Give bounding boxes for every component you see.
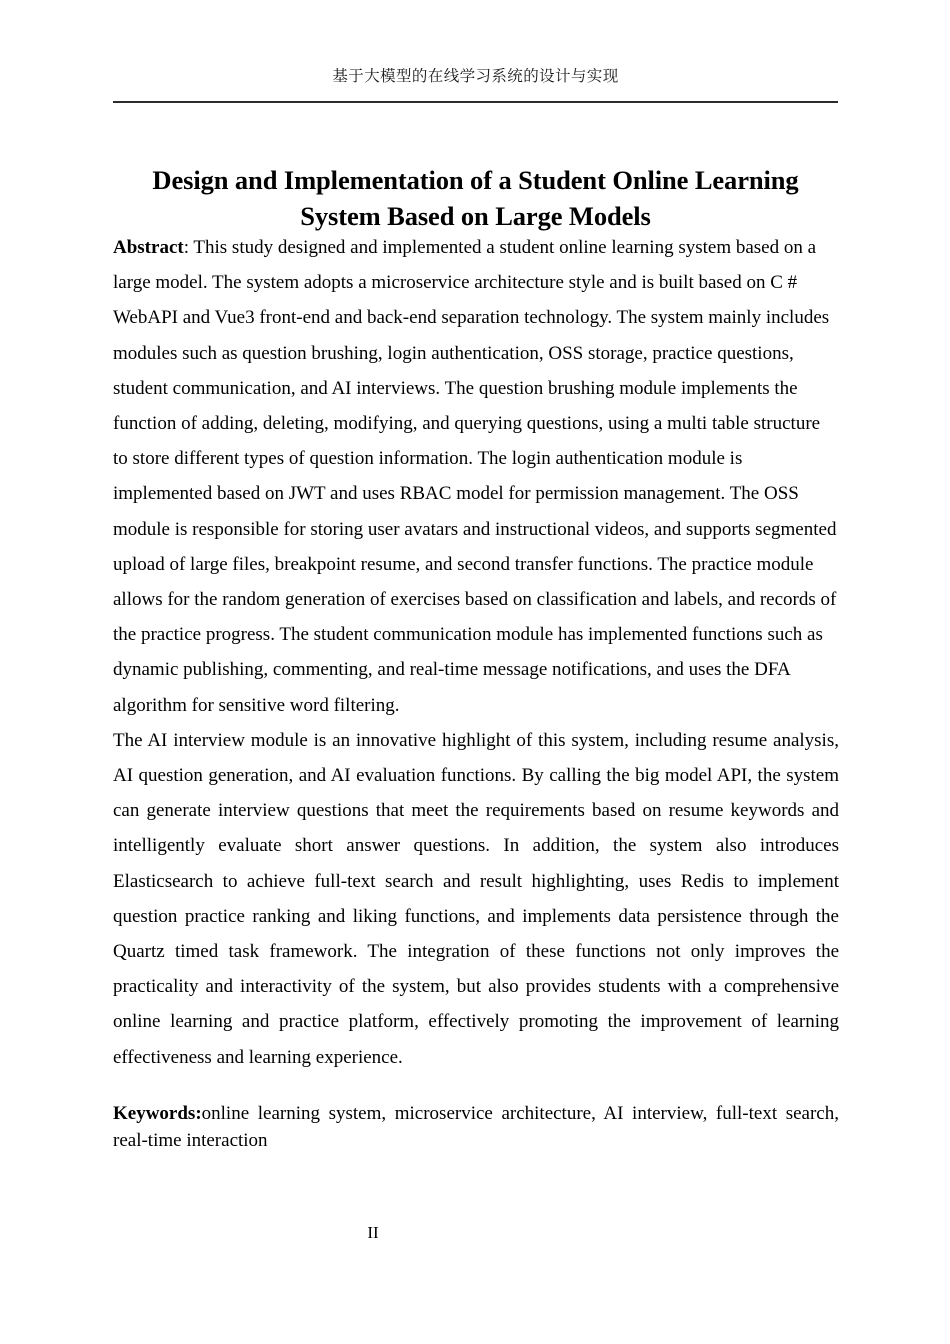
keywords-label: Keywords:: [113, 1103, 202, 1124]
abstract-section: [113, 230, 839, 1075]
keywords-value: online learning system, microservice architecture, AI interview, full-text search, real-time interaction: [113, 1103, 839, 1151]
running-header: [113, 66, 838, 88]
page-title-line-1: Design and Implementation of a Student Online Learning: [152, 164, 799, 195]
page-footer: [113, 1222, 633, 1244]
page-title: [113, 162, 838, 234]
abstract-paragraph-1: [113, 230, 839, 723]
page-title-line-2: System Based on Large Models: [300, 200, 651, 231]
keywords-paragraph: [113, 1100, 839, 1154]
header-divider: [113, 101, 838, 103]
keywords-section: [113, 1100, 839, 1154]
running-header-text: 基于大模型的在线学习系统的设计与实现: [332, 68, 619, 85]
abstract-paragraph-2-text: The AI interview module is an innovative highlight of this system, including resume analysis, AI question generation, and AI evaluation functions. By calling the big model API, the system can generate interview questions that meet the requirements based on resume keywords and intelligently evaluate short answer questions. In addition, the system also introduces Elasticsearch to achieve full-text search and result highlighting, uses Redis to implement question practice ranking and liking functions, and implements data persistence through the Quartz timed task framework. The integration of these functions not only improves the practicality and interactivity of the system, but also provides students with a comprehensive online learning and practice platform, effectively promoting the improvement of learning effectiveness and learning experience.: [113, 729, 839, 1068]
abstract-label-separator: :: [183, 237, 194, 258]
abstract-paragraph-2: [113, 723, 839, 1075]
abstract-paragraph-1-text: This study designed and implemented a student online learning system based on a large model. The system adopts a microservice architecture style and is built based on C # WebAPI and Vue3 front-end and back-end separation technology. The system mainly includes modules such as question brushing, login authentication, OSS storage, practice questions, student communication, and AI interviews. The question brushing module implements the function of adding, deleting, modifying, and querying questions, using a multi table structure to store different types of question information. The login authentication module is implemented based on JWT and uses RBAC model for permission management. The OSS module is responsible for storing user avatars and instructional videos, and supports segmented upload of large files, breakpoint resume, and second transfer functions. The practice module allows for the random generation of exercises based on classification and labels, and records of the practice progress. The student communication module has implemented functions such as dynamic publishing, commenting, and real-time message notifications, and uses the DFA algorithm for sensitive word filtering.: [113, 237, 837, 716]
page-number: II: [367, 1223, 379, 1242]
abstract-label: Abstract: [113, 237, 184, 258]
